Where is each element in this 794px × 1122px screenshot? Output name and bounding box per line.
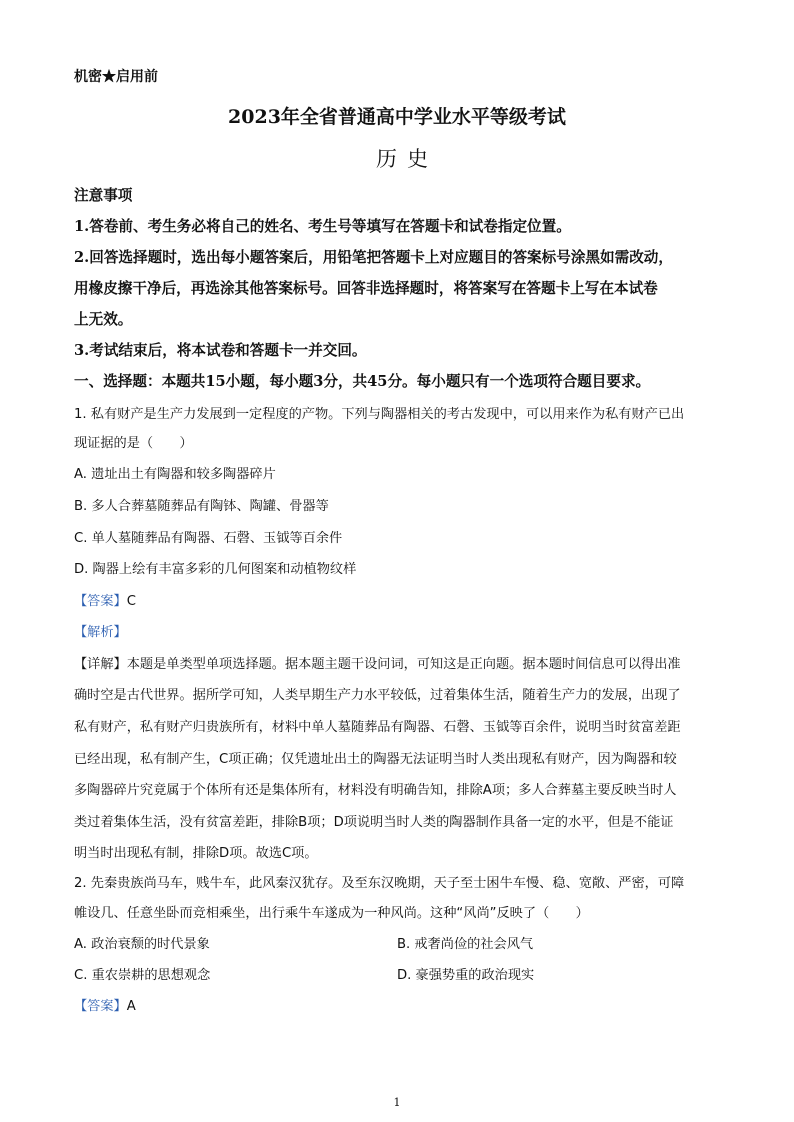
q1-detail-line-4: 已经出现，私有制产生，C项正确；仅凭遗址出土的陶器无法证明当时人类出现私有财产，因为陶器和较: [74, 752, 677, 767]
notice-item-2-line-1: 2.回答选择题时，选出每小题答案后，用铅笔把答题卡上对应题目的答案标号涂黑如需改动，: [74, 249, 673, 266]
confidential-label: 机密★启用前: [74, 69, 158, 85]
answer-tag: 【答案】: [74, 594, 127, 609]
notice-heading: 注意事项: [74, 187, 133, 204]
notice-item-1: 1.答卷前、考生务必将自己的姓名、考生号等填写在答题卡和试卷指定位置。: [74, 218, 571, 235]
q1-detail-line-1: [74, 653, 681, 672]
detail-text: 本题是单类型单项选择题。据本题主题干设问词，可知这是正向题。据本题时间信息可以得出准: [126, 657, 681, 672]
q1-option-b: B. 多人合葬墓随葬品有陶钵、陶罐、骨器等: [74, 499, 329, 514]
q2-answer: [74, 995, 136, 1014]
section-heading: 一、选择题：本题共15小题，每小题3分，共45分。每小题只有一个选项符合题目要求。: [74, 373, 651, 390]
detail-tag: 【详解】: [74, 657, 127, 672]
q2-stem-line-2: 帷设几、任意坐卧而竞相乘坐，出行乘牛车遂成为一种风尚。这种“风尚”反映了（ ）: [74, 906, 589, 921]
exam-title: 2023年全省普通高中学业水平等级考试: [228, 106, 566, 128]
q2-option-c: C. 重农崇耕的思想观念: [74, 968, 211, 983]
q2-option-d: D. 豪强势重的政治现实: [397, 968, 535, 983]
q1-option-d: D. 陶器上绘有丰富多彩的几何图案和动植物纹样: [74, 562, 357, 577]
q1-detail-line-6: 类过着集体生活，没有贫富差距，排除B项；D项说明当时人类的陶器制作具备一定的水平，但是不能证: [74, 815, 674, 830]
q1-stem-line-2: 现证据的是（ ）: [74, 436, 193, 451]
answer-tag: 【答案】: [74, 999, 127, 1014]
notice-item-2-line-2: 用橡皮擦干净后，再选涂其他答案标号。回答非选择题时，将答案写在答题卡上写在本试卷: [74, 280, 658, 297]
answer-value: A: [126, 999, 136, 1014]
notice-item-3: 3.考试结束后，将本试卷和答题卡一并交回。: [74, 342, 367, 359]
q1-detail-line-7: 明当时出现私有制，排除D项。故选C项。: [74, 846, 318, 861]
q1-option-c: C. 单人墓随葬品有陶器、石磬、玉钺等百余件: [74, 531, 343, 546]
q1-answer: [74, 590, 136, 609]
q2-option-a: A. 政治衰颓的时代景象: [74, 937, 210, 952]
q1-detail-line-5: 多陶器碎片究竟属于个体所有还是集体所有，材料没有明确告知，排除A项；多人合葬墓主要反映当时人: [74, 783, 677, 798]
q1-option-a: A. 遗址出土有陶器和较多陶器碎片: [74, 467, 276, 482]
q2-option-b: B. 戒奢尚俭的社会风气: [397, 937, 534, 952]
q1-detail-line-2: 确时空是古代世界。据所学可知，人类早期生产力水平较低，过着集体生活，随着生产力的发展，出现了: [74, 688, 681, 703]
q2-stem-line-1: 2. 先秦贵族尚马车，贱牛车，此风秦汉犹存。及至东汉晚期，天子至士困牛车慢、稳、宽敞、严密，可障: [74, 876, 685, 891]
notice-item-2-line-3: 上无效。: [74, 311, 133, 328]
answer-value: C: [126, 594, 136, 609]
page-number: 1: [393, 1096, 401, 1109]
q1-stem-line-1: 1. 私有财产是生产力发展到一定程度的产物。下列与陶器相关的考古发现中，可以用来作为私有财产已出: [74, 407, 685, 422]
q1-analysis-tag: 【解析】: [74, 625, 127, 640]
q1-detail-line-3: 私有财产，私有财产归贵族所有，材料中单人墓随葬品有陶器、石磬、玉钺等百余件，说明当时贫富差距: [74, 720, 681, 735]
subject-title: 历史: [376, 147, 438, 171]
